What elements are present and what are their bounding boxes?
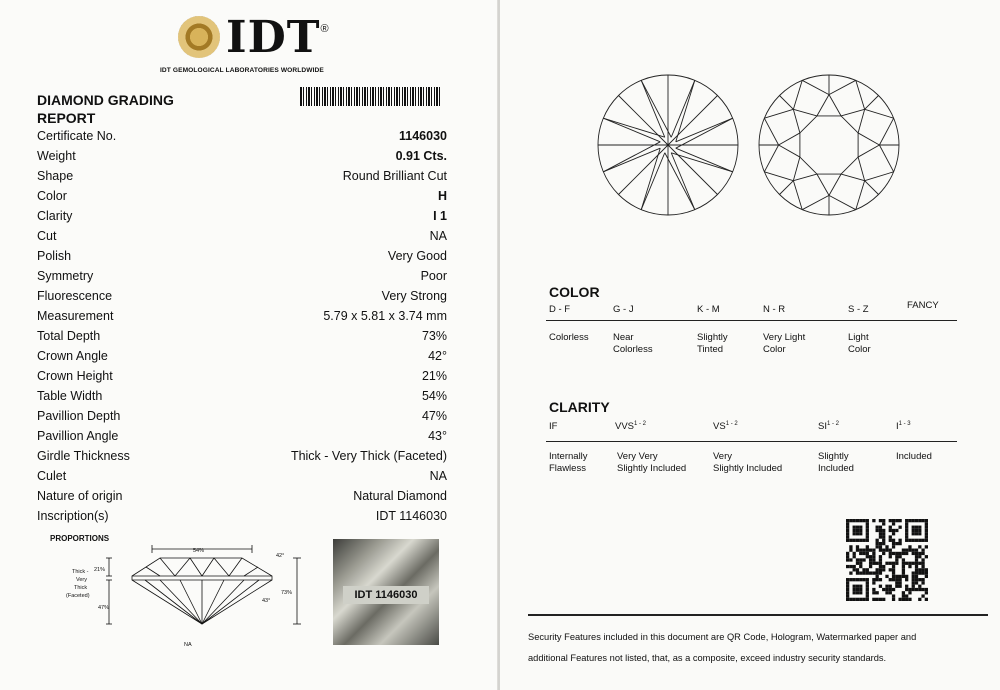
brand-logo (178, 11, 329, 63)
clarity-desc-line2: Included (818, 463, 854, 474)
field-label: Total Depth (37, 329, 101, 343)
clarity-grade-code (615, 421, 646, 432)
clarity-divider (546, 441, 957, 442)
security-line2: additional Features not listed, that, as a composite, exceed industry security standards. (528, 653, 887, 663)
field-value: 5.79 x 5.81 x 3.74 mm (323, 309, 447, 323)
field-label: Certificate No. (37, 129, 117, 143)
field-value: NA (429, 229, 447, 243)
clarity-desc-line2: Slightly Included (617, 463, 687, 474)
field-label: Girdle Thickness (37, 449, 130, 463)
color-desc-line1: Slightly (697, 332, 728, 343)
pavilion-angle-label: 43° (262, 598, 271, 604)
field-label: Culet (37, 469, 67, 483)
field-label: Pavillion Angle (37, 429, 119, 443)
field-label: Fluorescence (37, 289, 113, 303)
field-row (37, 147, 447, 167)
clarity-grade-desc (549, 451, 588, 475)
field-row (37, 507, 447, 527)
field-row (37, 307, 447, 327)
clarity-code-text: VS (713, 421, 726, 433)
field-value: Poor (420, 269, 447, 283)
color-desc-line2: Tinted (697, 344, 724, 355)
color-desc-line2: Color (848, 344, 871, 355)
report-title-line2: REPORT (37, 110, 96, 126)
field-label: Crown Height (37, 369, 113, 383)
clarity-grade-desc (617, 451, 686, 475)
crown-angle-label: 42° (276, 553, 285, 559)
field-label: Pavillion Depth (37, 409, 121, 423)
color-grade-code: D - F (549, 304, 571, 315)
field-value: 43° (428, 429, 447, 443)
clarity-desc-line1: Internally (549, 451, 588, 462)
field-row (37, 427, 447, 447)
field-value: 1146030 (399, 129, 447, 143)
diamond-top-diagram (595, 72, 741, 218)
field-value: 47% (421, 409, 447, 423)
field-value: 21% (421, 369, 447, 383)
color-grade-desc (763, 332, 805, 356)
clarity-desc-line1: Very (713, 451, 733, 462)
girdle-label-line4: (Faceted) (66, 593, 90, 599)
clarity-desc-line2: Flawless (549, 463, 586, 474)
color-grade-desc (848, 332, 871, 356)
field-label: Crown Angle (37, 349, 108, 363)
clarity-grade-code (818, 421, 839, 432)
clarity-grade-desc (713, 451, 782, 475)
color-grade-desc (549, 332, 589, 344)
clarity-grade-desc (896, 451, 932, 463)
field-label: Clarity (37, 209, 73, 223)
field-value: NA (429, 469, 447, 483)
field-value: H (437, 189, 447, 203)
color-grade-code: S - Z (848, 304, 869, 315)
field-value: Very Good (387, 249, 447, 263)
field-row (37, 367, 447, 387)
color-desc-line2: Colorless (613, 344, 653, 355)
field-row (37, 487, 447, 507)
color-grade-code: FANCY (907, 300, 939, 311)
clarity-grade-code (713, 421, 738, 432)
field-row (37, 447, 447, 467)
field-value: I 1 (433, 209, 447, 223)
field-row (37, 167, 447, 187)
color-divider (546, 320, 957, 321)
color-grade-desc (697, 332, 728, 356)
color-grade-desc (613, 332, 653, 356)
logo-text: IDT (226, 11, 321, 63)
field-value: Round Brilliant Cut (342, 169, 447, 183)
color-grade-code: N - R (763, 304, 786, 315)
clarity-code-sup: 1 - 2 (725, 421, 738, 427)
clarity-grade-code (549, 421, 557, 432)
clarity-desc-line1: Very Very (617, 451, 658, 462)
field-value: 54% (421, 389, 447, 403)
field-row (37, 187, 447, 207)
field-label: Inscription(s) (37, 509, 109, 523)
field-row (37, 247, 447, 267)
field-row (37, 287, 447, 307)
security-divider (528, 614, 988, 616)
clarity-desc-line2: Slightly Included (713, 463, 783, 474)
clarity-code-text: VVS (615, 421, 635, 433)
security-line1: Security Features included in this document are QR Code, Hologram, Watermarked paper and (528, 632, 917, 642)
field-value: Thick - Very Thick (Faceted) (290, 449, 447, 463)
color-desc-line2: Color (763, 344, 786, 355)
barcode (300, 87, 442, 106)
inscription-photo-label: IDT 1146030 (343, 586, 429, 604)
field-row (37, 227, 447, 247)
qr-code (846, 519, 928, 601)
clarity-code-text: I (896, 421, 899, 433)
clarity-code-sup: 1 - 2 (634, 421, 647, 427)
girdle-label-line2: Very (76, 577, 88, 583)
field-value: Natural Diamond (353, 489, 447, 503)
field-label: Table Width (37, 389, 103, 403)
field-row (37, 467, 447, 487)
proportions-title: PROPORTIONS (50, 534, 110, 543)
seal-icon (178, 16, 220, 58)
report-title (37, 91, 174, 127)
field-label: Nature of origin (37, 489, 123, 503)
culet-label: NA (184, 642, 192, 648)
field-value: IDT 1146030 (375, 509, 447, 523)
field-row (37, 387, 447, 407)
clarity-desc-line1: Included (896, 451, 932, 462)
field-row (37, 207, 447, 227)
color-grade-code: G - J (613, 304, 634, 315)
field-row (37, 127, 447, 147)
girdle-label-line3: Thick (74, 585, 88, 591)
brand-subtitle: IDT GEMOLOGICAL LABORATORIES WORLDWIDE (160, 67, 324, 74)
field-label: Polish (37, 249, 72, 263)
report-fields (37, 127, 447, 527)
field-row (37, 347, 447, 367)
field-label: Measurement (37, 309, 114, 323)
table-width-label: 54% (193, 548, 205, 554)
color-desc-line1: Near (613, 332, 634, 343)
field-row (37, 267, 447, 287)
clarity-code-sup: 1 - 3 (898, 421, 911, 427)
clarity-title: CLARITY (549, 399, 610, 415)
girdle-label-line1: Thick - (72, 569, 89, 575)
color-grade-code: K - M (697, 304, 720, 315)
field-row (37, 327, 447, 347)
field-label: Color (37, 189, 67, 203)
clarity-code-text: SI (818, 421, 827, 433)
field-label: Weight (37, 149, 76, 163)
report-title-line1: DIAMOND GRADING (37, 92, 174, 108)
diamond-bottom-diagram (756, 72, 902, 218)
color-desc-line1: Light (848, 332, 869, 343)
clarity-desc-line1: Slightly (818, 451, 849, 462)
crown-height-label: 21% (94, 567, 106, 573)
security-note (528, 627, 988, 669)
registered-mark: ® (320, 23, 329, 35)
field-label: Cut (37, 229, 57, 243)
proportions-diagram (60, 540, 310, 650)
total-depth-label: 73% (281, 590, 293, 596)
color-desc-line1: Very Light (763, 332, 806, 343)
field-label: Shape (37, 169, 74, 183)
color-desc-line1: Colorless (549, 332, 589, 343)
pavilion-depth-label: 47% (98, 605, 110, 611)
field-row (37, 407, 447, 427)
field-label: Symmetry (37, 269, 94, 283)
clarity-code-text: IF (549, 421, 558, 432)
left-panel (0, 0, 498, 690)
field-value: 42° (428, 349, 447, 363)
clarity-code-sup: 1 - 2 (826, 421, 839, 427)
clarity-grade-desc (818, 451, 854, 475)
field-value: 73% (421, 329, 447, 343)
field-value: 0.91 Cts. (395, 149, 447, 163)
color-title: COLOR (549, 284, 600, 300)
field-value: Very Strong (381, 289, 447, 303)
clarity-grade-code (896, 421, 911, 432)
